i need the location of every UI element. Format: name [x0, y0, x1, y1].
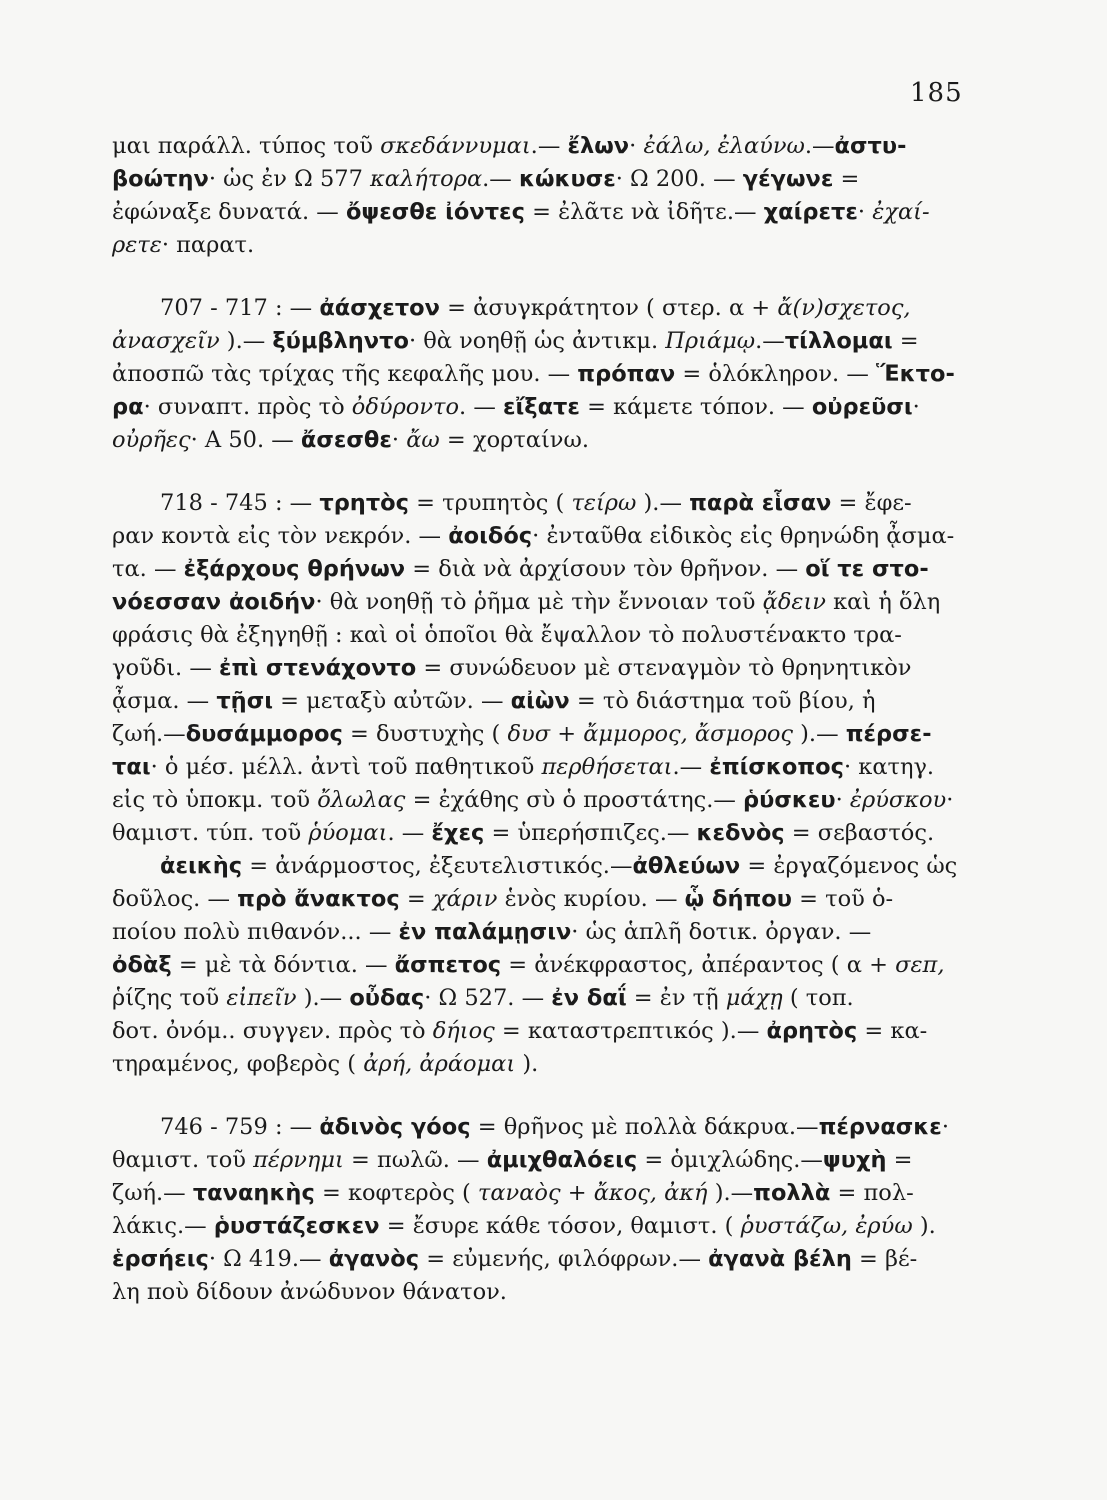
italic-term: χάριν: [432, 886, 498, 912]
gloss-text: = ἔφε-: [831, 490, 912, 516]
gloss-text: = θρῆνος μὲ πολλὰ δάκρυα.—: [470, 1114, 819, 1140]
gloss-text: ζωή.—: [112, 721, 186, 747]
text-line: [112, 1048, 960, 1081]
text-line: [112, 949, 960, 982]
italic-term: καλήτορα: [370, 166, 483, 192]
text-line: [112, 619, 960, 652]
gloss-text: · ὡς ἁπλῆ δοτικ. ὀργαν. —: [571, 919, 872, 945]
gloss-text: · παρατ.: [161, 232, 255, 258]
gloss-text: ·: [946, 787, 954, 813]
headword: πέρνασκε: [818, 1114, 942, 1140]
text-line: [112, 163, 960, 196]
italic-term: περθήσεται: [541, 754, 673, 780]
commentary-text: [112, 130, 960, 1309]
headword: παρὰ εἷσαν: [689, 490, 832, 516]
text-line: [112, 718, 960, 751]
italic-term: σεπ,: [895, 952, 945, 978]
gloss-text: .—: [530, 133, 568, 159]
headword: ἐν δαΐ: [551, 985, 627, 1011]
gloss-text: · ἐνταῦθα εἰδικὸς εἰς θρηνώδη ᾆσμα-: [532, 523, 955, 549]
headword: αἰὼν: [510, 688, 570, 714]
headword: ἀγανὸς: [328, 1246, 420, 1272]
italic-term: δυσ: [507, 721, 551, 747]
italic-term: ῥυστάζω, ἐρύω: [740, 1213, 913, 1239]
headword: ἀρητὸς: [766, 1018, 858, 1044]
gloss-text: =: [886, 1147, 913, 1173]
headword: πέρσε-: [845, 721, 932, 747]
italic-term: οὐρῆες: [112, 427, 191, 453]
gloss-text: μαι παράλλ. τύπος τοῦ: [112, 133, 381, 159]
gloss-text: =: [892, 328, 919, 354]
text-line: [112, 850, 960, 883]
gloss-text: = συνώδευον μὲ στεναγμὸν τὸ θρηνητικὸν: [416, 655, 912, 681]
italic-term: ἐάλω, ἐλαύνω: [643, 133, 805, 159]
gloss-text: = μὲ τὰ δόντια. —: [171, 952, 395, 978]
gloss-text: = βέ-: [851, 1246, 918, 1272]
text-line: [112, 784, 960, 817]
gloss-text: ·: [391, 427, 407, 453]
gloss-text: = τὸ διάστημα τοῦ βίου, ἡ: [569, 688, 876, 714]
gloss-text: = κάμετε τόπον. —: [579, 394, 812, 420]
gloss-text: ραν κοντὰ εἰς τὸν νεκρόν. —: [112, 523, 449, 549]
gloss-text: .—: [672, 754, 710, 780]
gloss-text: = ὁμιχλώδης.—: [637, 1147, 823, 1173]
text-line: [112, 391, 960, 424]
gloss-text: ).—: [296, 985, 350, 1011]
gloss-text: · ὡς ἐν Ω 577: [208, 166, 371, 192]
headword: ἄσεσθε: [300, 427, 392, 453]
gloss-text: δοτ. ὀνόμ.. συγγεν. πρὸς τὸ: [112, 1018, 433, 1044]
text-line: [112, 196, 960, 229]
headword: ῥύσκευ: [743, 787, 836, 813]
headword: ἀστυ-: [834, 133, 907, 159]
gloss-text: ποίου πολὺ πιθανόν... —: [112, 919, 399, 945]
headword: ψυχὴ: [822, 1147, 887, 1173]
italic-term: ταναὸς + ἄκος, ἀκή: [477, 1180, 708, 1206]
headword: ξύμβληντο: [272, 328, 409, 354]
headword: οὖδας: [349, 985, 425, 1011]
gloss-text: ).: [912, 1213, 936, 1239]
text-line: [112, 685, 960, 718]
gloss-text: = τρυπητὸς (: [408, 490, 572, 516]
gloss-text: ).: [515, 1051, 539, 1077]
italic-term: ἐχαί-: [872, 199, 930, 225]
italic-term: ἄ(ν)σχετος,: [777, 295, 911, 321]
gloss-text: ἐφώναξε δυνατά. —: [112, 199, 346, 225]
headword: ἔχες: [431, 820, 485, 846]
gloss-text: = διὰ νὰ ἀρχίσουν τὸν θρῆνον. —: [405, 556, 806, 582]
italic-term: τείρω: [571, 490, 637, 516]
headword: πολλὰ: [753, 1180, 831, 1206]
headword: γέγωνε: [742, 166, 834, 192]
gloss-text: = μεταξὺ αὐτῶν. —: [273, 688, 511, 714]
gloss-text: ἑνὸς κυρίου. —: [497, 886, 685, 912]
gloss-text: = καταστρεπτικός ).—: [494, 1018, 767, 1044]
gloss-text: · ὁ μέσ. μέλλ. ἀντὶ τοῦ παθητικοῦ: [150, 754, 542, 780]
gloss-text: = εὐμενής, φιλόφρων.—: [419, 1246, 709, 1272]
headword: εἴξατε: [502, 394, 580, 420]
gloss-text: .—: [804, 133, 835, 159]
italic-term: σκεδάννυμαι: [380, 133, 531, 159]
italic-term: Πριάμῳ: [665, 328, 756, 354]
headword: χαίρετε: [763, 199, 858, 225]
text-line: [112, 487, 960, 520]
gloss-text: = ὁλόκληρον. —: [675, 361, 876, 387]
gloss-text: . —: [387, 820, 432, 846]
headword: ἄσπετος: [394, 952, 502, 978]
headword: ἀθλεύων: [632, 853, 741, 879]
text-line: [112, 883, 960, 916]
text-line: [112, 586, 960, 619]
headword: ἀδινὸς γόος: [319, 1114, 471, 1140]
italic-term: εἰπεῖν: [226, 985, 297, 1011]
headword: ἐπὶ στενάχοντο: [219, 655, 417, 681]
text-line: [112, 553, 960, 586]
gloss-text: γοῦδι. —: [112, 655, 219, 681]
gloss-text: ·: [835, 787, 850, 813]
gloss-text: ·: [629, 133, 644, 159]
gloss-text: ·: [857, 199, 873, 225]
headword: Ἕκτο-: [875, 361, 955, 387]
italic-term: ρετε: [112, 232, 162, 258]
text-line: [112, 751, 960, 784]
gloss-text: λη ποὺ δίδουν ἀνώδυνον θάνατον.: [112, 1279, 507, 1305]
gloss-text: · Ω 527. —: [424, 985, 552, 1011]
headword: ῥυστάζεσκεν: [213, 1213, 380, 1239]
gloss-text: .—: [482, 166, 519, 192]
text-line: [112, 520, 960, 553]
gloss-text: φράσις θὰ ἐξηγηθῇ : καὶ οἱ ὁποῖοι θὰ ἔψαλλον τὸ πολυστένακτο τρα-: [112, 622, 902, 648]
text-line: [112, 1210, 960, 1243]
italic-term: ὀδύροντο: [351, 394, 460, 420]
gloss-text: ἀποσπῶ τὰς τρίχας τῆς κεφαλῆς μου. —: [112, 361, 578, 387]
gloss-text: = κα-: [857, 1018, 928, 1044]
gloss-text: · συναπτ. πρὸς τὸ: [143, 394, 352, 420]
gloss-text: = ἀνάρμοστος, ἐξευτελιστικός.—: [242, 853, 633, 879]
gloss-text: ῥίζης τοῦ: [112, 985, 227, 1011]
gloss-text: = ἔσυρε κάθε τόσον, θαμιστ. (: [379, 1213, 741, 1239]
headword: πρὸ ἄνακτος: [237, 886, 400, 912]
gloss-text: · Ω 200. —: [615, 166, 743, 192]
headword: ἐπίσκοπος: [709, 754, 844, 780]
headword: ᾧ δήπου: [684, 886, 792, 912]
text-line: [112, 916, 960, 949]
headword: ἐν παλάμῃσιν: [398, 919, 572, 945]
headword: ἀμιχθαλόεις: [486, 1147, 638, 1173]
gloss-text: θαμιστ. τύπ. τοῦ: [112, 820, 309, 846]
gloss-text: .—: [755, 328, 785, 354]
italic-term: ἄω: [406, 427, 440, 453]
gloss-text: · θὰ νοηθῇ τὸ ῥῆμα μὲ τὴν ἔννοιαν τοῦ: [315, 589, 763, 615]
gloss-text: =: [399, 886, 433, 912]
text-line: [112, 1111, 960, 1144]
gloss-text: =: [833, 166, 860, 192]
headword: ἀοιδός: [448, 523, 533, 549]
gloss-text: = κοφτερὸς (: [314, 1180, 478, 1206]
italic-term: ἀρή, ἀράομαι: [363, 1051, 516, 1077]
text-line: [112, 817, 960, 850]
gloss-text: · Α 50. —: [190, 427, 301, 453]
text-line: [112, 1177, 960, 1210]
text-line: [112, 358, 960, 391]
italic-term: ῥύομαι: [308, 820, 388, 846]
headword: ὀδὰξ: [112, 952, 172, 978]
gloss-text: = ἀσυγκράτητον ( στερ. α +: [439, 295, 778, 321]
headword: ἀεικὴς: [160, 853, 243, 879]
headword: τῇσι: [216, 688, 273, 714]
headword: βοώτην: [112, 166, 209, 192]
text-line: [112, 130, 960, 163]
gloss-text: ).—: [219, 328, 273, 354]
headword: ἔλων: [567, 133, 630, 159]
headword: ἐξάρχους θρήνων: [183, 556, 406, 582]
gloss-text: λάκις.—: [112, 1213, 214, 1239]
gloss-text: τηραμένος, φοβερὸς (: [112, 1051, 364, 1077]
italic-term: ἄμμορος, ἄσμορος: [583, 721, 793, 747]
headword: πρόπαν: [577, 361, 676, 387]
italic-term: ἐρύσκου: [849, 787, 947, 813]
gloss-text: ·: [941, 1114, 949, 1140]
headword: οἵ τε στο-: [805, 556, 929, 582]
gloss-text: = πωλῶ. —: [343, 1147, 487, 1173]
page-number: 185: [910, 78, 963, 108]
gloss-text: 707 - 717 : —: [160, 295, 320, 321]
headword: ἀάσχετον: [319, 295, 440, 321]
gloss-text: = ἐλᾶτε νὰ ἰδῆτε.—: [524, 199, 764, 225]
text-line: [112, 1015, 960, 1048]
italic-term: πέρνημι: [253, 1147, 344, 1173]
italic-term: ᾄδειν: [762, 589, 826, 615]
text-line: [112, 229, 960, 262]
text-line: [112, 982, 960, 1015]
headword: ἀγανὰ βέλη: [708, 1246, 852, 1272]
gloss-text: = ἐν τῇ: [626, 985, 726, 1011]
gloss-text: καὶ ἡ ὅλη: [825, 589, 941, 615]
gloss-text: = ἐχάθης σὺ ὁ προστάτης.—: [405, 787, 744, 813]
italic-term: ὄλωλας: [317, 787, 406, 813]
gloss-text: . —: [459, 394, 503, 420]
text-line: [112, 292, 960, 325]
headword: τρητὸς: [319, 490, 409, 516]
italic-term: δήιος: [432, 1018, 495, 1044]
gloss-text: = ὑπερήσπιζες.—: [484, 820, 697, 846]
text-line: [112, 1144, 960, 1177]
italic-term: ἀνασχεῖν: [112, 328, 220, 354]
gloss-text: = ἀνέκφραστος, ἀπέραντος ( α +: [501, 952, 896, 978]
gloss-text: 746 - 759 : —: [160, 1114, 320, 1140]
gloss-text: 718 - 745 : —: [160, 490, 320, 516]
text-line: [112, 1243, 960, 1276]
gloss-text: θαμιστ. τοῦ: [112, 1147, 254, 1173]
text-line: [112, 424, 960, 457]
gloss-text: · κατηγ.: [843, 754, 935, 780]
headword: κώκυσε: [518, 166, 616, 192]
gloss-text: ( τοπ.: [782, 985, 854, 1011]
headword: κεδνὸς: [696, 820, 785, 846]
gloss-text: · Ω 419.—: [208, 1246, 329, 1272]
gloss-text: = ἐργαζόμενος ὡς: [740, 853, 958, 879]
headword: ὄψεσθε ἰόντες: [345, 199, 525, 225]
gloss-text: ζωή.—: [112, 1180, 193, 1206]
gloss-text: = δυστυχὴς (: [342, 721, 508, 747]
gloss-text: = χορταίνω.: [439, 427, 589, 453]
gloss-text: ).—: [707, 1180, 754, 1206]
headword: ται: [112, 754, 151, 780]
gloss-text: ).—: [793, 721, 846, 747]
gloss-text: ).—: [636, 490, 690, 516]
headword: τίλλομαι: [784, 328, 893, 354]
headword: ἑρσήεις: [112, 1246, 209, 1272]
headword: ρα: [112, 394, 144, 420]
gloss-text: δοῦλος. —: [112, 886, 238, 912]
gloss-text: = τοῦ ὁ-: [791, 886, 894, 912]
gloss-text: +: [550, 721, 584, 747]
gloss-text: = σεβαστός.: [784, 820, 935, 846]
headword: δυσάμμορος: [185, 721, 343, 747]
headword: οὐρεῦσι: [811, 394, 913, 420]
headword: νόεσσαν ἀοιδήν: [112, 589, 316, 615]
text-line: [112, 652, 960, 685]
headword: ταναηκὴς: [192, 1180, 315, 1206]
gloss-text: ᾆσμα. —: [112, 688, 217, 714]
gloss-text: τα. —: [112, 556, 184, 582]
text-line: [112, 325, 960, 358]
gloss-text: εἰς τὸ ὑποκμ. τοῦ: [112, 787, 318, 813]
gloss-text: ·: [912, 394, 920, 420]
gloss-text: · θὰ νοηθῇ ὡς ἀντικμ.: [408, 328, 666, 354]
text-line: [112, 1276, 960, 1309]
italic-term: μάχῃ: [725, 985, 783, 1011]
gloss-text: = πολ-: [830, 1180, 914, 1206]
